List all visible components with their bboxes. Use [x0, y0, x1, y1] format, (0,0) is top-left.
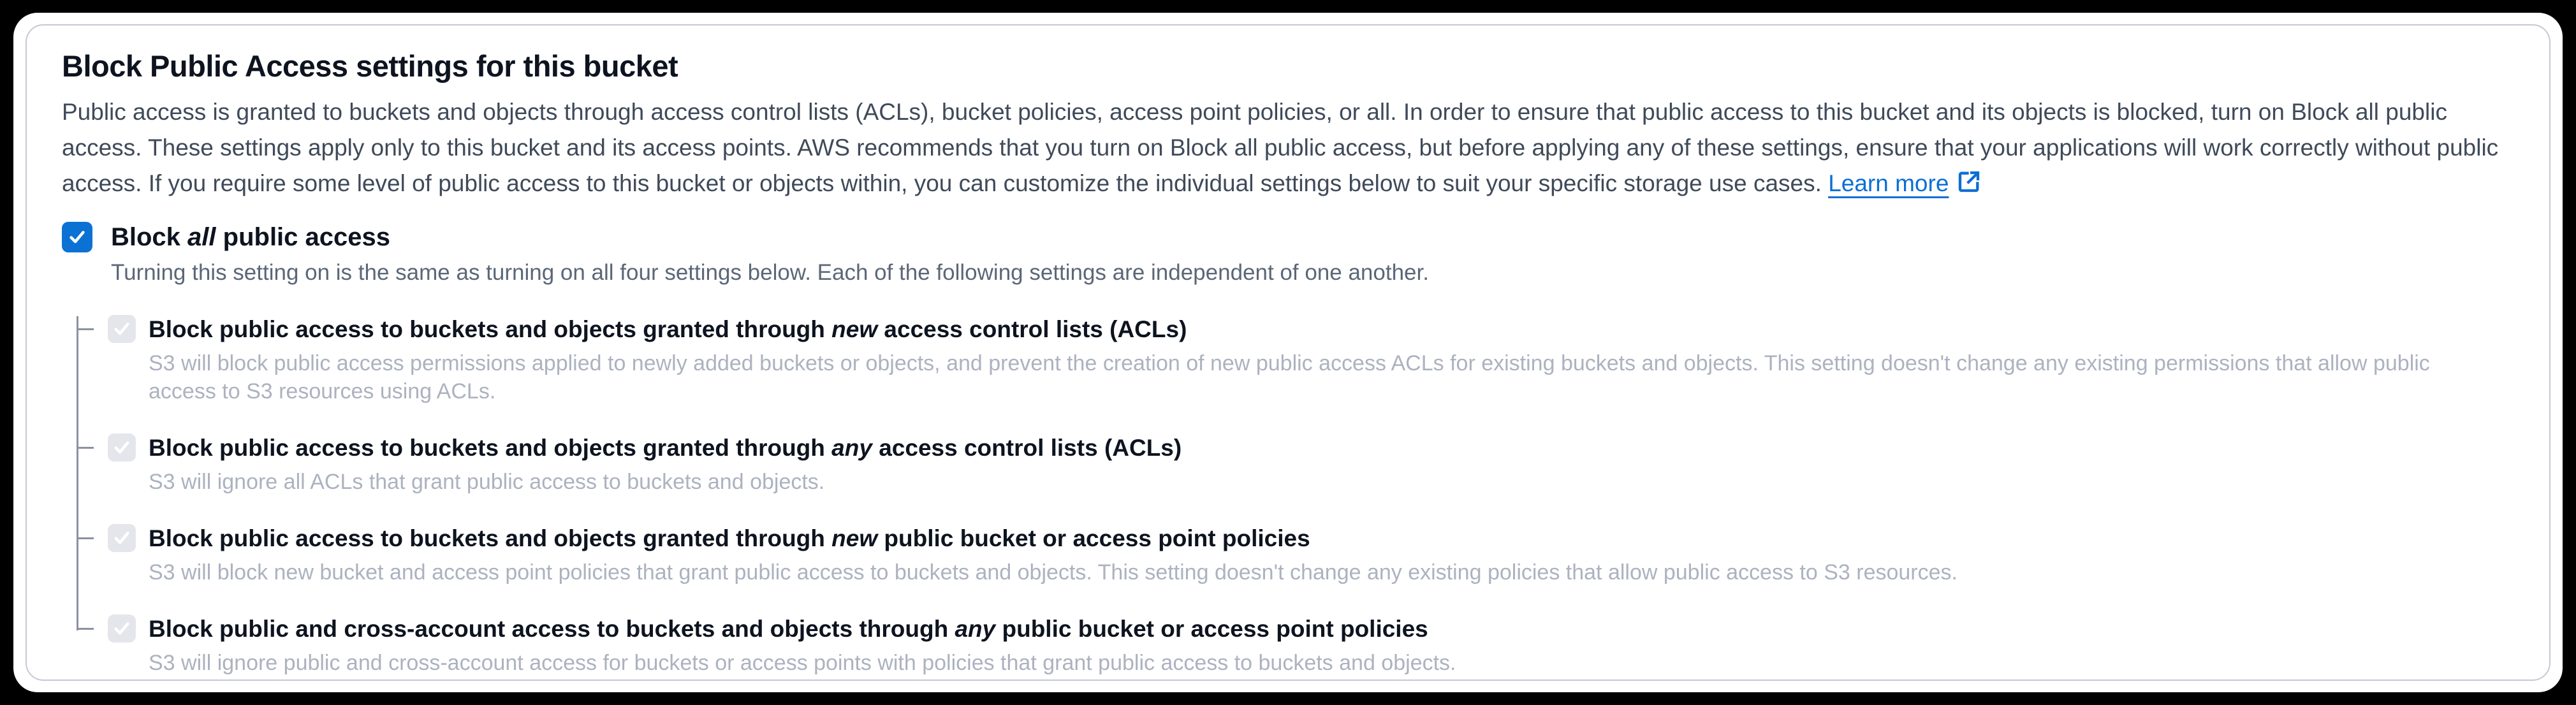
block-all-public-access-description: Turning this setting on is the same as turning on all four settings below. Each of the following settings are independent of one another. — [111, 260, 1429, 285]
sub-setting-row-new-acls — [108, 315, 2514, 405]
sub-setting-description: S3 will ignore all ACLs that grant public access to buckets and objects. — [149, 470, 825, 494]
intro-paragraph — [62, 94, 2514, 201]
checkmark-icon — [68, 228, 87, 247]
checkmark-icon — [112, 319, 131, 338]
sub-setting-row-new-policies — [108, 524, 2514, 586]
sub-setting-row-any-policies — [108, 614, 2514, 677]
sub-setting-row-any-acls — [108, 433, 2514, 496]
block-all-public-access-checkbox[interactable] — [62, 222, 92, 252]
sub-setting-title: Block public access to buckets and objects granted through new access control lists (ACLs) — [149, 316, 1187, 342]
external-link-icon[interactable] — [1956, 166, 1982, 201]
sub-setting-checkbox-any-acls — [108, 433, 136, 462]
block-all-public-access-label: Block all public access — [111, 222, 391, 251]
sub-settings-group — [62, 315, 2514, 677]
learn-more-link[interactable]: Learn more — [1828, 170, 1949, 196]
settings-card — [13, 13, 2563, 692]
checkmark-icon — [112, 619, 131, 638]
block-all-public-access-row — [62, 222, 2514, 252]
sub-setting-description: S3 will ignore public and cross-account access for buckets or access points with policies that grant public access to buckets and objects. — [149, 651, 1456, 675]
block-public-access-panel — [26, 24, 2550, 681]
page-title: Block Public Access settings for this bucket — [62, 49, 678, 83]
sub-setting-checkbox-any-policies — [108, 614, 136, 643]
sub-setting-description: S3 will block new bucket and access point policies that grant public access to buckets and objects. This setting doesn't change any existing policies that allow public access to S3 resources. — [149, 560, 1958, 585]
checkmark-icon — [112, 438, 131, 457]
sub-setting-checkbox-new-policies — [108, 524, 136, 552]
sub-setting-description: S3 will block public access permissions applied to newly added buckets or objects, and prevent the creation of new public access ACLs for existing buckets and objects. This setting doesn't change any existing permissions that allow public access to S3 resources using ACLs. — [149, 351, 2430, 403]
sub-setting-title: Block public access to buckets and objects granted through any access control lists (ACLs) — [149, 435, 1182, 461]
sub-setting-checkbox-new-acls — [108, 315, 136, 343]
sub-setting-title: Block public and cross-account access to buckets and objects through any public bucket or access point policies — [149, 616, 1428, 642]
checkmark-icon — [112, 528, 131, 548]
sub-setting-title: Block public access to buckets and objects granted through new public bucket or access point policies — [149, 525, 1310, 551]
intro-text: Public access is granted to buckets and objects through access control lists (ACLs), bucket policies, access point policies, or all. In order to ensure that public access to this bucket and its objects is blocked, turn on Block all public access. These settings apply only to this bucket and its access points. AWS recommends that you turn on Block all public access, but before applying any of these settings, ensure that your applications will work correctly without public access. If you require some level of public access to this bucket or objects within, you can customize the individual settings below to suit your specific storage use cases. — [62, 99, 2499, 196]
